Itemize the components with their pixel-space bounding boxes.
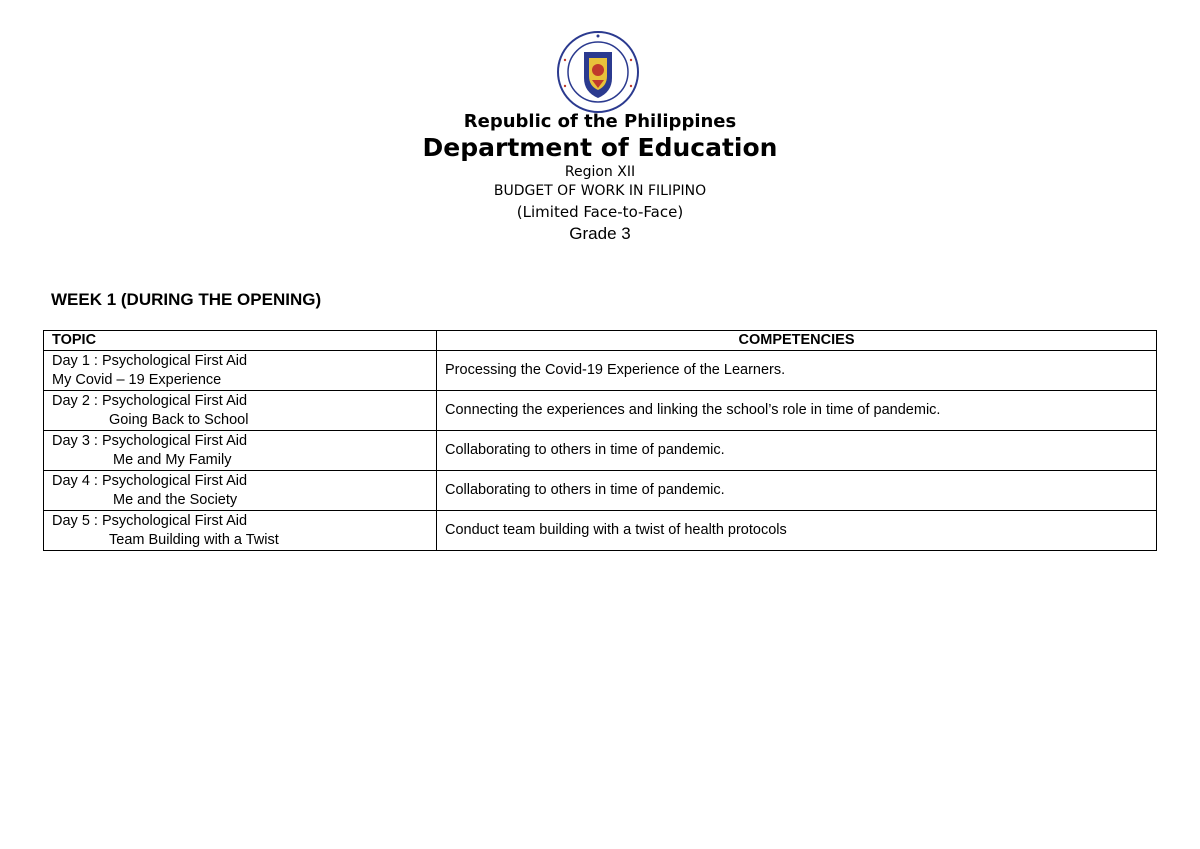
topic-title: Going Back to School [109,411,249,428]
topic-day: Day 5 : Psychological First Aid [52,512,248,529]
competency-cell: Collaborating to others in time of pandemic. [437,471,1157,511]
document-title: BUDGET OF WORK IN FILIPINO [493,183,707,199]
topic-cell [44,351,437,391]
competency-cell: Connecting the experiences and linking the school’s role in time of pandemic. [437,391,1157,431]
budget-table [43,330,1157,551]
region-line: Region XII [564,164,636,180]
header-competencies: COMPETENCIES [437,331,1157,351]
topic-day: Day 3 : Psychological First Aid [52,432,248,449]
topic-title: Team Building with a Twist [109,531,279,548]
week-heading: WEEK 1 (DURING THE OPENING) [51,290,322,309]
mode-line: (Limited Face-to-Face) [516,203,684,221]
header-topic: TOPIC [44,331,437,351]
topic-cell [44,431,437,471]
table-row [44,431,1157,471]
table-row [44,351,1157,391]
republic-line: Republic of the Philippines [463,111,737,132]
table-row [44,471,1157,511]
department-line: Department of Education [422,133,778,162]
topic-cell [44,471,437,511]
competency-cell: Collaborating to others in time of pandemic. [437,431,1157,471]
table-header-row [44,331,1157,351]
topic-title: My Covid – 19 Experience [52,371,222,388]
grade-line: Grade 3 [569,224,631,243]
topic-day: Day 1 : Psychological First Aid [52,352,248,369]
competency-cell: Conduct team building with a twist of health protocols [437,511,1157,551]
competency-cell: Processing the Covid-19 Experience of the Learners. [437,351,1157,391]
deped-seal-logo [553,30,643,114]
table-row [44,511,1157,551]
topic-title: Me and the Society [113,491,238,508]
topic-day: Day 2 : Psychological First Aid [52,392,248,409]
letterhead [0,111,1200,245]
topic-cell [44,391,437,431]
topic-day: Day 4 : Psychological First Aid [52,472,248,489]
table-row [44,391,1157,431]
topic-title: Me and My Family [113,451,232,468]
topic-cell [44,511,437,551]
